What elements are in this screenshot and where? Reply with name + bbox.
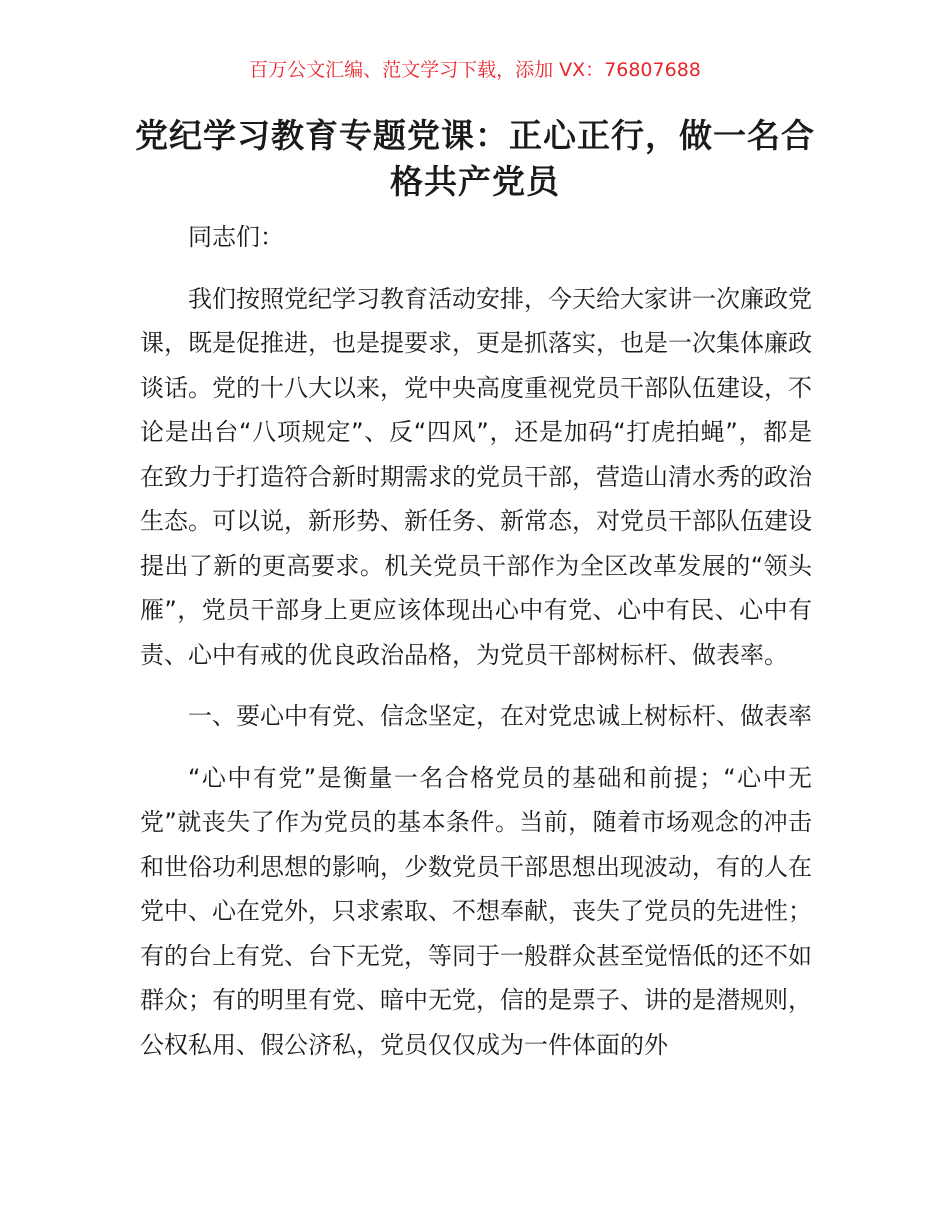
section-1-paragraph: “心中有党”是衡量一名合格党员的基础和前提；“心中无党”就丧失了作为党员的基本条件。当前，随着市场观念的冲击和世俗功利思想的影响，少数党员干部思想出现波动，有的人在党中、心在党外，只求索取、不想奉献，丧失了党员的先进性；有的台上有党、台下无党，等同于一般群众甚至觉悟低的还不如群众；有的明里有党、暗中无党，信的是票子、讲的是潜规则，公权私用、假公济私，党员仅仅成为一件体面的外	[140, 763, 812, 1059]
salutation: 同志们：	[188, 223, 284, 251]
document-body	[140, 215, 812, 1084]
section-heading-1: 一、要心中有党、信念坚定，在对党忠诚上树标杆、做表率	[188, 702, 812, 730]
promo-banner: 百万公文汇编、范文学习下载，添加 VX：76807688	[249, 59, 701, 81]
document-title: 党纪学习教育专题党课：正心正行，做一名合格共产党员	[135, 116, 815, 201]
intro-paragraph: 我们按照党纪学习教育活动安排，今天给大家讲一次廉政党课，既是促推进，也是提要求，更是抓落实，也是一次集体廉政谈话。党的十八大以来，党中央高度重视党员干部队伍建设，不论是出台“八项规定”、反“四风”，还是加码“打虎拍蝇”，都是在致力于打造符合新时期需求的党员干部，营造山清水秀的政治生态。可以说，新形势、新任务、新常态，对党员干部队伍建设提出了新的更高要求。机关党员干部作为全区改革发展的“领头雁”，党员干部身上更应该体现出心中有党、心中有民、心中有责、心中有戒的优良政治品格，为党员干部树标杆、做表率。	[140, 284, 812, 669]
